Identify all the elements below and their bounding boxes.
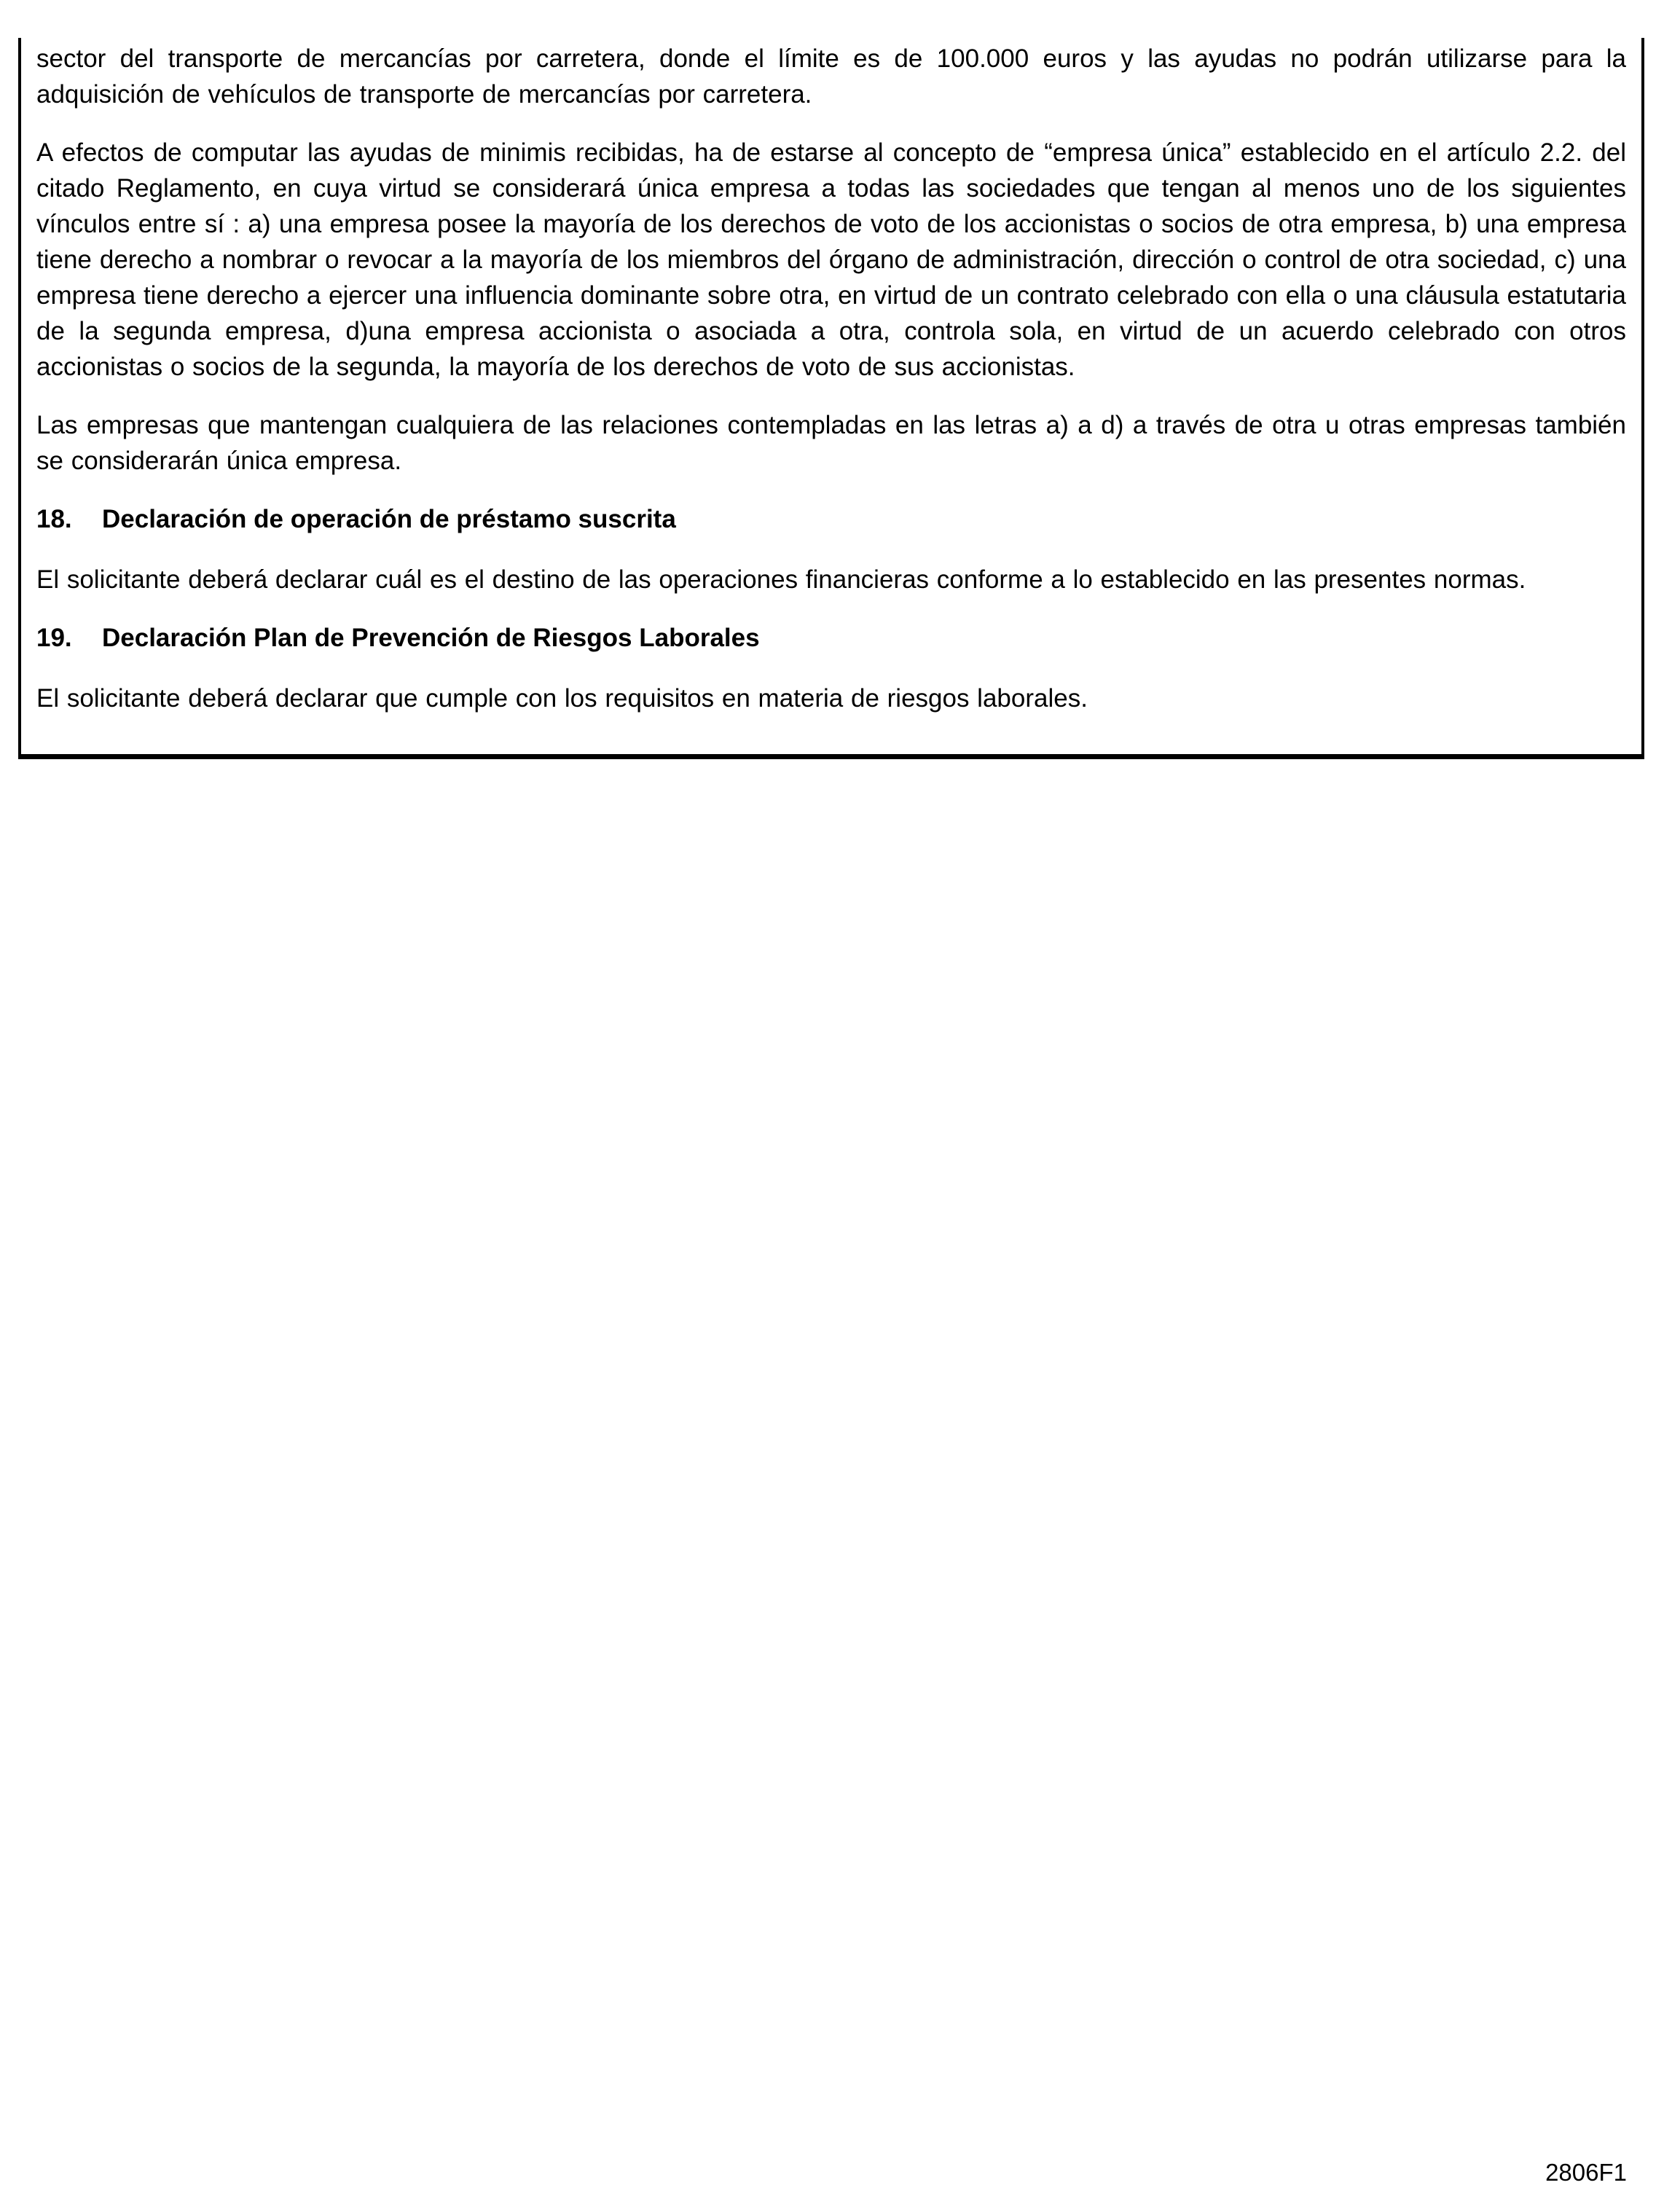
paragraph: El solicitante deberá declarar que cumple con los requisitos en materia de riesgos laborales. bbox=[36, 684, 1088, 713]
paragraph: El solicitante deberá declarar cuál es el destino de las operaciones financieras conforme a lo establecido en las presentes normas. bbox=[36, 565, 1526, 594]
content-box bbox=[18, 38, 1644, 759]
form-code: 2806F1 bbox=[1545, 2159, 1627, 2186]
section-number: 19. bbox=[36, 624, 72, 652]
paragraph: A efectos de computar las ayudas de minimis recibidas, ha de estarse al concepto de “empresa única” establecido en el artículo 2.2. del citado Reglamento, en cuya virtud se considerará única empresa a todas las sociedades que tengan al menos uno de los siguientes vínculos entre sí : a) una empresa posee la mayoría de los derechos de voto de los accionistas o socios de otra empresa, b) una empresa tiene derecho a nombrar o revocar a la mayoría de los miembros del órgano de administración, dirección o control de otra sociedad, c) una empresa tiene derecho a ejercer una influencia dominante sobre otra, en virtud de un contrato celebrado con ella o una cláusula estatutaria de la segunda empresa, d)una empresa accionista o asociada a otra, controla sola, en virtud de un acuerdo celebrado con otros accionistas o socios de la segunda, la mayoría de los derechos de voto de sus accionistas. bbox=[36, 138, 1626, 381]
section-number: 18. bbox=[36, 505, 72, 533]
section-title: Declaración de operación de préstamo suscrita bbox=[102, 505, 676, 533]
section-heading bbox=[36, 501, 1626, 537]
section-title: Declaración Plan de Prevención de Riesgos Laborales bbox=[102, 624, 760, 652]
paragraph: sector del transporte de mercancías por carretera, donde el límite es de 100.000 euros y las ayudas no podrán utilizarse para la adquisición de vehículos de transporte de mercancías por carretera. bbox=[36, 44, 1626, 109]
section-heading bbox=[36, 620, 1626, 656]
paragraph: Las empresas que mantengan cualquiera de las relaciones contempladas en las letras a) a d) a través de otra u otras empresas también se considerarán única empresa. bbox=[36, 411, 1626, 475]
